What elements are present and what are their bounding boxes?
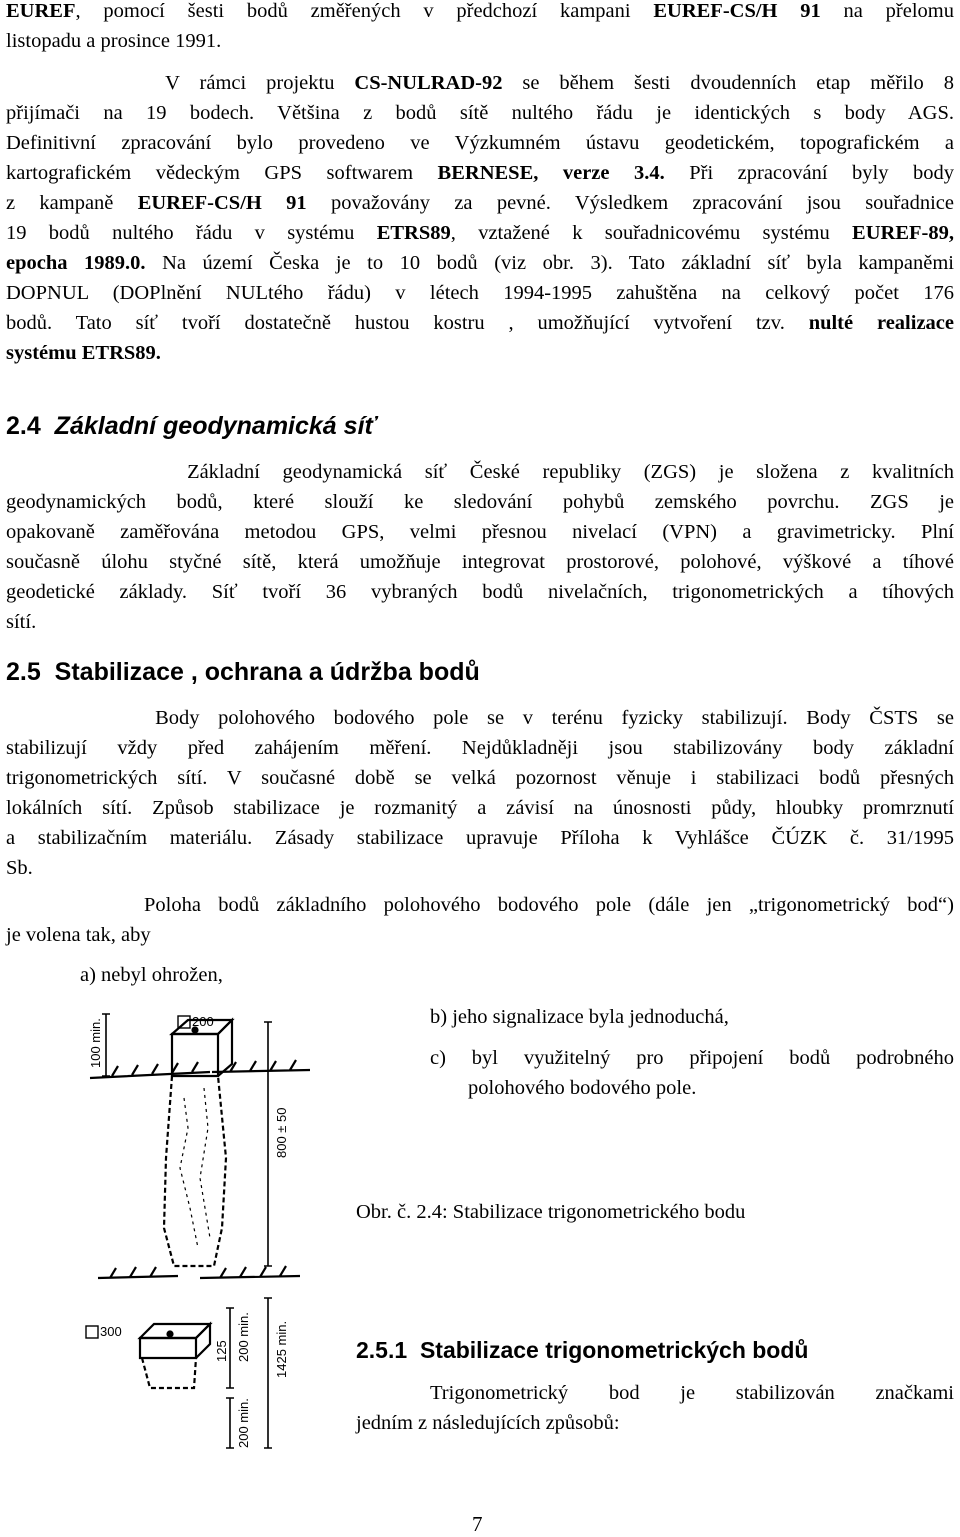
label-200min: 200 min. [236,1312,251,1362]
text-line: stabilizují vždy před zahájením měření. Nejdůkladněji jsou stabilizovány body základní [6,737,954,759]
text-line: bodů. Tato síť tvoří dostatečně hustou kostru , umožňující vytvoření tzv. nulté realizace [6,312,954,334]
section-number: 2.5.1 [356,1337,408,1363]
list-text: b) jeho signalizace byla jednoduchá, [430,1006,729,1028]
upper-pillar [164,1020,232,1266]
list-text: c) byl využitelný pro připojení bodů podrobného [430,1047,954,1069]
list-item-a [80,960,223,990]
paragraph-zgs [6,457,954,637]
section-title: Stabilizace trigonometrických bodů [419,1337,809,1363]
page-number: 7 [472,1512,483,1536]
text-line: DOPNUL (DOPlnění NULtého řádu) v létech 1994-1995 zahuštěna na celkový počet 176 [6,282,954,304]
text-line: z kampaně EUREF-CS/H 91 považovány za pevné. Výsledkem zpracování jsou souřadnice [6,192,954,214]
label-100: 100 min. [88,1018,103,1068]
text-line: je volena tak, aby [6,924,151,946]
ground-hatch [90,1060,310,1278]
lower-slab [140,1324,210,1388]
figure-labels [86,1014,289,1448]
label-800: 800 ± 50 [274,1107,289,1158]
text-line: geodynamických bodů, které slouží ke sledování pohybů zemského povrchu. ZGS je [6,491,954,513]
text-line: EUREF, pomocí šesti bodů změřených v předchozí kampani EUREF-CS/H 91 na přelomu [6,0,955,22]
text-line: opakovaně zaměřována metodou GPS, velmi přesnou nivelací (VPN) a gravimetricky. Plní [6,521,954,543]
section-number: 2.5 [6,658,41,686]
list-item-b [430,1002,729,1032]
text-line: epocha 1989.0. Na území Česka je to 10 bodů (viz obr. 3). Tato základní síť byla kampaněmi [6,252,954,274]
text-line: Poloha bodů základního polohového bodového pole (dále jen „trigonometrický bod“) [6,894,954,916]
dimension-lines [102,1014,272,1448]
stabilization-figure [80,1008,380,1468]
text-line: Trigonometrický bod je stabilizován značkami [430,1382,954,1404]
text-line: jedním z následujících způsobů: [356,1412,620,1434]
label-300: 300 [100,1324,122,1339]
paragraph-stabilizace [6,703,954,883]
list-text: a) nebyl ohrožen, [80,964,223,986]
section-heading-2-5 [6,658,480,687]
paragraph-cs-nulrad [6,68,954,368]
text-line: V rámci projektu CS-NULRAD-92 se během šesti dvoudenních etap měřilo 8 [6,72,954,94]
paragraph-trig-body [356,1378,954,1438]
caption-text: Obr. č. 2.4: Stabilizace trigonometrického bodu [356,1201,746,1223]
text-line: sítí. [6,611,37,633]
label-1425: 1425 min. [274,1320,289,1378]
text-line: lokálních sítí. Způsob stabilizace je rozmanitý a závisí na únosnosti půdy, hloubky promrznutí [6,797,954,819]
text-line: kartografickém vědeckým GPS softwarem BERNESE, verze 3.4. Při zpracování byly body [6,162,954,184]
list-item-c [430,1043,954,1103]
text-line: systému ETRS89. [6,342,161,364]
figure-caption [356,1197,745,1227]
text-line: Definitivní zpracování bylo provedeno ve Výzkumném ústavu geodetickém, topografickém a [6,132,954,154]
section-title: Stabilizace , ochrana a údržba bodů [54,658,480,686]
text-line: listopadu a prosince 1991. [6,30,222,52]
text-line: Základní geodynamická síť České republiky (ZGS) je složena z kvalitních [6,461,954,483]
text-line: Body polohového bodového pole se v terénu fyzicky stabilizují. Body ČSTS se [6,707,954,729]
text-line: trigonometrických sítí. V současné době se velká pozornost věnuje i stabilizaci bodů přesných [6,767,954,789]
section-title: Základní geodynamická síť [54,412,377,440]
text-line: 19 bodů nultého řádu v systému ETRS89, vztažené k souřadnicovému systému EUREF-89, [6,222,954,244]
text-line: Sb. [6,857,33,879]
paragraph-euref [6,0,954,56]
label-125: 125 [214,1340,229,1362]
text-line: přijímači na 19 bodech. Většina z bodů sítě nultého řádu je identických s body AGS. [6,102,954,124]
section-heading-2-4 [6,412,377,441]
label-200: 200 [192,1014,214,1029]
label-200min2: 200 min. [236,1398,251,1448]
paragraph-poloha [6,890,954,950]
list-text: polohového bodového pole. [468,1077,697,1099]
text-line: současně úlohu styčné sítě, která umožňuje integrovat prostorové, polohové, výškové a tíhové [6,551,954,573]
section-heading-2-5-1 [356,1337,808,1364]
text-line: geodetické základy. Síť tvoří 36 vybraných bodů nivelačních, trigonometrických a tíhových [6,581,954,603]
section-number: 2.4 [6,412,41,440]
text-line: a stabilizačním materiálu. Zásady stabilizace upravuje Příloha k Vyhlášce ČÚZK č. 31/1995 [6,827,954,849]
